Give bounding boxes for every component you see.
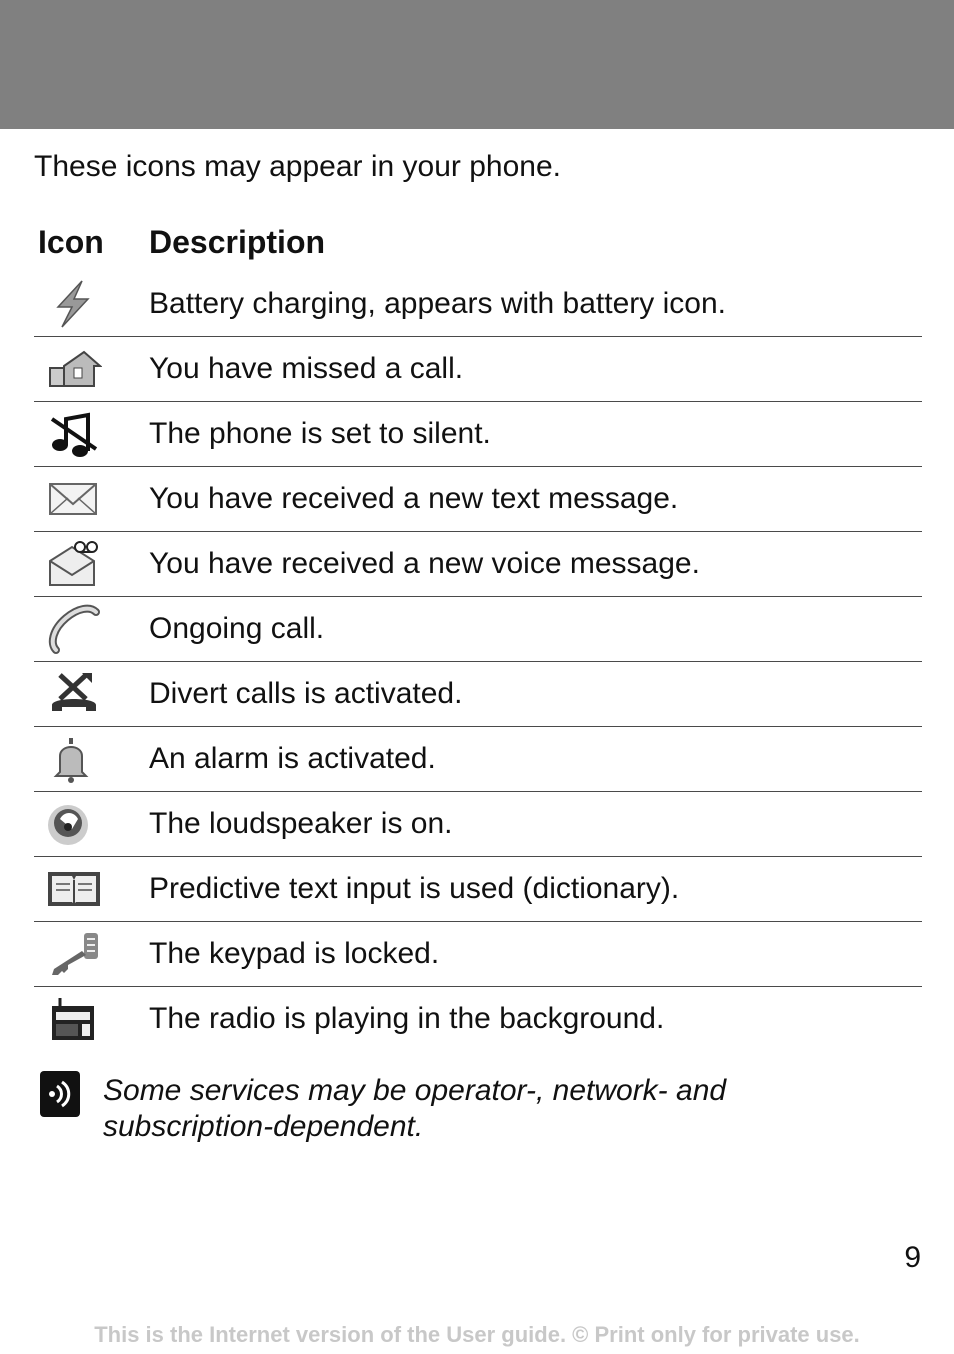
- handset-icon: [46, 604, 102, 654]
- row-description: Ongoing call.: [149, 612, 325, 645]
- divert-icon: [46, 669, 102, 719]
- header-icon: Icon: [38, 223, 104, 260]
- table-row: [34, 532, 922, 597]
- note-text: Some services may be operator-, network- and subscription-dependent.: [103, 1074, 727, 1143]
- table-row: [34, 272, 922, 337]
- bell-icon: [46, 734, 102, 784]
- envelope-icon: [46, 474, 102, 524]
- table-row: [34, 662, 922, 727]
- row-description: Predictive text input is used (dictionary).: [149, 872, 680, 905]
- table-row: [34, 922, 922, 987]
- row-description: You have received a new text message.: [149, 482, 679, 515]
- row-description: Divert calls is activated.: [149, 677, 463, 710]
- table-row: [34, 467, 922, 532]
- row-description: You have missed a call.: [149, 352, 464, 385]
- silent-icon: [46, 409, 102, 459]
- voice-message-icon: [46, 539, 102, 589]
- header-description: Description: [149, 223, 326, 260]
- table-row: [34, 402, 922, 467]
- lightning-icon: [46, 279, 102, 329]
- row-description: An alarm is activated.: [149, 742, 436, 775]
- header-bar: [0, 0, 954, 129]
- table-row: [34, 727, 922, 792]
- row-description: The phone is set to silent.: [149, 417, 491, 450]
- row-description: You have received a new voice message.: [149, 547, 700, 580]
- loudspeaker-icon: [46, 799, 102, 849]
- row-description: Battery charging, appears with battery icon.: [149, 287, 726, 320]
- table-row: [34, 597, 922, 662]
- table-row: [34, 857, 922, 922]
- row-description: The radio is playing in the background.: [149, 1002, 665, 1035]
- table-header: [34, 212, 922, 272]
- row-description: The keypad is locked.: [149, 937, 440, 970]
- missed-call-icon: [46, 344, 102, 394]
- key-icon: [46, 929, 102, 979]
- table-row: [34, 987, 922, 1051]
- icon-table: [34, 212, 922, 1051]
- footer-text: This is the Internet version of the User guide. © Print only for private use.: [94, 1322, 860, 1347]
- book-icon: [46, 864, 102, 914]
- intro-text: These icons may appear in your phone.: [34, 150, 561, 183]
- info-icon: [40, 1071, 80, 1117]
- page-number: 9: [904, 1241, 921, 1274]
- table-row: [34, 337, 922, 402]
- row-description: The loudspeaker is on.: [149, 807, 453, 840]
- note: [40, 1071, 910, 1145]
- radio-icon: [46, 994, 102, 1044]
- table-row: [34, 792, 922, 857]
